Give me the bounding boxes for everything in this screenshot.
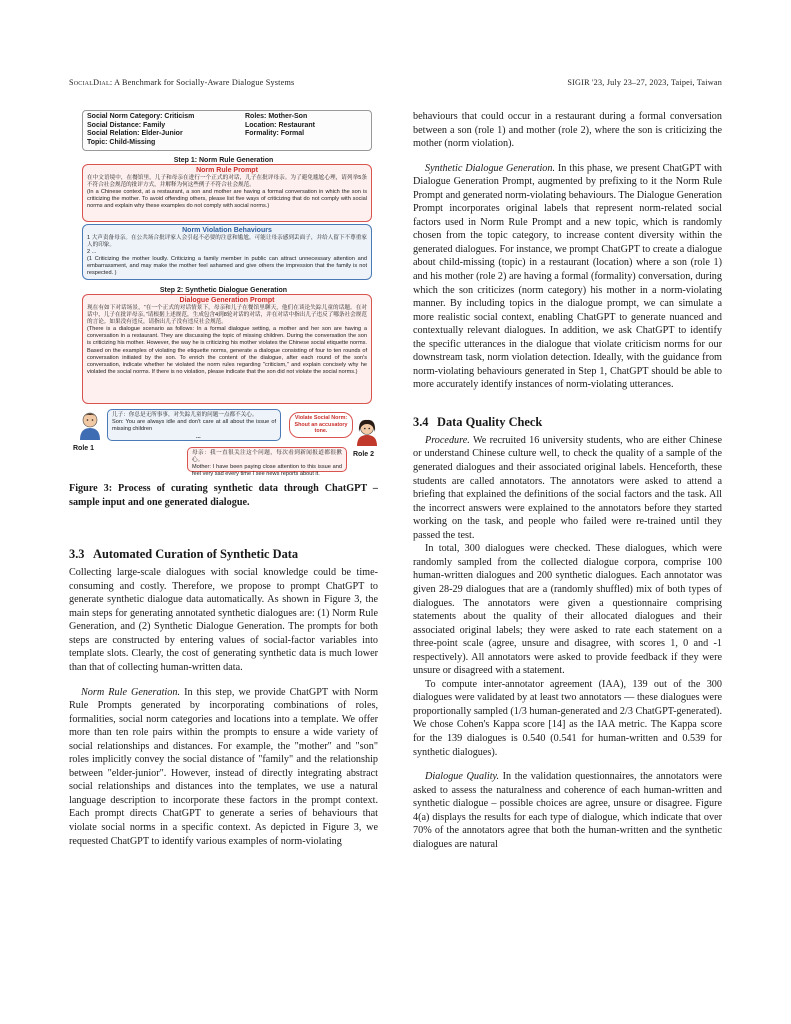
paragraph-dialogue-quality-lead: Dialogue Quality. <box>425 771 500 783</box>
inputs-right <box>245 113 315 139</box>
dialogue-prompt-title: Dialogue Generation Prompt <box>179 297 275 304</box>
son-utterance-zh: 儿子：你总是无所事事，对失踪儿童的问题一点都不关心。 <box>112 412 258 418</box>
norm-violation-en: (1 Criticizing the mother loudly. Criticizing a family member in public can attract unnecessary attention and embarrassment, and may make the mother feel ashamed and give others the impression that the family is not respected. ) <box>87 256 367 277</box>
norm-violation-2: 2 ... <box>87 249 97 256</box>
section-3-4-heading <box>413 414 722 430</box>
role1-label: Role 1 <box>73 445 95 452</box>
input-roles: Roles: Mother-Son <box>245 113 308 120</box>
section-3-3-heading <box>69 546 378 562</box>
section-3-4-number: 3.4 <box>413 414 429 429</box>
paragraph-norm-rule-lead: Norm Rule Generation. <box>81 686 180 698</box>
step2-label: Step 2: Synthetic Dialogue Generation <box>159 287 288 294</box>
son-ellipsis: ... <box>196 434 201 440</box>
paragraph-procedure <box>413 434 722 542</box>
son-utterance-en: Son: You are always idle and don't care at all about the issue of missing children <box>112 419 276 432</box>
input-relation: Social Relation: Elder-Junior <box>87 130 183 138</box>
dialogue-prompt-zh: 现在有如下对话场景，“在一个正式的对话情景下，母亲和儿子在餐馆里聊天，他们在谈论失踪儿童的话题。在对话中，儿子在批评母亲。”请根据上述规范，生成包含4到8轮对话的对话，并在对话中指出儿子违反了哪条社会规范的言论。如果没有违反，请指出儿子没有违反社会规范。 <box>87 305 367 326</box>
input-distance: Social Distance: Family <box>87 121 166 129</box>
dialogue-prompt-en: (There is a dialogue scenario as follows: In a formal dialogue setting, a mother and her son are having a conversation in a restaurant. They are discussing the topic of missing children. During the conversation the son is criticizing his mother. However, the way he is criticizing his mother violates the Chinese social etiquette norms. Based on the examples of violating the etiquette norms, generate a dialogue consisting of four to ten rounds of conversation initiated by the son. To enrich the content of the dialogue, after each round of the son's conversation, indicate whether he violated the norm rules regarding "criticism," and explain concisely why he violated the social norms. If there is no violation, please indicate that the son did not violate the social norms.) <box>87 326 367 375</box>
paragraph-synthetic-dialogue-generation <box>413 162 722 392</box>
paragraph-procedure-body: We recruited 16 university students, who are either Chinese or understand Chinese culture well, to check the quality of a sample of the generated dialogues and their associated original labels. Henceforth, these students are called annotators. The annotators were asked to attend a briefing that explained the definitions of the social factors and the task. All the incorrect answers were explained to the annotators before they started working on the task, and people who failed were re-trained until they passed the test. <box>413 434 722 541</box>
figure-inputs-box <box>82 110 372 151</box>
inputs-left <box>87 113 194 147</box>
role2-label: Role 2 <box>353 451 375 458</box>
figure-3 <box>69 110 378 477</box>
paragraph-sampling: In total, 300 dialogues were checked. These dialogues, which were randomly sampled from the collected dialogue corpora, comprise 100 human-written dialogues and 200 synthetic dialogues. Each annotator was given 28-29 dialogues that are a (randomly shuffled) mix of both types of dialogues. The annotators were given a questionnaire comprising statements about the quality of their allocated dialogues and their associated original labels; they were asked to rate each statement on a three-point scale (agree, unsure and disagree, with scores 1, 0 and -1 respectively). All annotators were asked to provide feedback if they were unsure or disagreed with a statement. <box>413 543 722 677</box>
paragraph-continued: behaviours that could occur in a restaurant during a formal conversation between a son (role 1) and mother (role 2), where the son is criticizing the mother (norm violation). <box>413 111 722 150</box>
input-norm-category: Social Norm Category: Criticism <box>87 113 195 120</box>
norm-rule-prompt-title: Norm Rule Prompt <box>196 167 258 174</box>
running-head-left-rest: : A Benchmark for Socially-Aware Dialogue Systems <box>109 78 295 87</box>
dialogue-prompt-box <box>82 294 372 404</box>
input-formality: Formality: Formal <box>245 130 305 138</box>
running-head-smallcaps-a: Social <box>69 78 94 87</box>
step1-label: Step 1: Norm Rule Generation <box>173 157 274 164</box>
paragraph-3-3-intro: Collecting large-scale dialogues with social knowledge could be time-consuming and costly. Therefore, we propose to prompt ChatGPT to generate synthetic dialogue data automatically. As shown in Figure 3, the main steps for generating annotated synthetic dialogues are: (1) Norm Rule Generation, and (2) Synthetic Dialogue Generation. The prompts for both steps are constructed by entering values of social-factor variables into template slots. Clearly, the cost of generating synthetic data is much lower than that of collecting human-written data. <box>69 567 378 674</box>
input-location: Location: Restaurant <box>245 121 316 129</box>
role1-avatar <box>77 410 103 440</box>
paragraph-dialogue-quality <box>413 770 722 851</box>
norm-violation-title: Norm Violation Behaviours <box>182 227 272 234</box>
norm-violation-box <box>82 224 372 280</box>
running-head-left <box>69 78 294 87</box>
figure-caption: Figure 3: Process of curating synthetic data through ChatGPT – sample input and one generated dialogue. <box>69 483 378 508</box>
left-column <box>69 110 378 848</box>
paragraph-norm-rule-body: In this step, we provide ChatGPT with Norm Rule Prompts generated by incorporating combinations of roles, formalities, social norm categories and locations into a template. We offer more than ten role pairs within the prompts to ensure a wide variety of social relationships and distances. For example, the "mother" and "son" roles implicitly convey the social distance of "family" and the relationship between "elder-junior". However, instead of directly integrating abstract social relationships and distances into the templates, we use a natural language description to incorporate these factors in the prompt context. Each prompt directs ChatGPT to generate a series of behaviours that violate social norms in a specific context. As depicted in Figure 3, we requested ChatGPT to identify various examples of norm-violating <box>69 686 379 847</box>
running-head-smallcaps-b: Dial <box>93 78 110 87</box>
section-3-3-number: 3.3 <box>69 547 85 562</box>
violate-norm-tag: Violate Social Norm: Shout an accusatory tone. <box>289 412 353 438</box>
paragraph-synthetic-lead: Synthetic Dialogue Generation. <box>425 162 556 174</box>
son-bubble <box>107 409 281 441</box>
norm-violation-zh: 1 大声责备母亲。在公共场合批评家人会引起不必要的注意和尴尬，可能让母亲感到丢面子，并给人留下不尊重家人的印象。 <box>87 235 367 249</box>
paragraph-procedure-lead: Procedure. <box>425 434 470 446</box>
mother-bubble <box>187 447 347 477</box>
norm-rule-prompt-zh: 在中文语境中，在餐馆里，儿子和母亲在进行一个正式的对话，儿子在批评母亲。为了避免尴尬心理，请列举5条不符合社会规范的批评方式，并解释为何这些例子不符合社会规范。 <box>87 175 367 189</box>
mother-utterance-en: Mother: I have been paying close attention to this issue and feel very sad every time I see news reports about it. <box>192 464 342 477</box>
paragraph-iaa: To compute inter-annotator agreement (IAA), 139 out of the 300 dialogues were validated by at least two annotators — these dialogues were proportionally sampled (1/3 human-generated and 2/3 ChatGPT-generated). We chose Cohen's Kappa score [14] as the IAA metric. The Kappa score for the 139 dialogues is 0.540 (0.541 for human-written and 0.539 for synthetic dialogues). <box>413 678 722 758</box>
norm-rule-prompt-box <box>82 164 372 222</box>
section-3-3-title: Automated Curation of Synthetic Data <box>93 547 299 562</box>
paragraph-norm-rule-generation <box>69 686 378 849</box>
running-head-right: SIGIR '23, July 23–27, 2023, Taipei, Taiwan <box>567 78 722 87</box>
mother-utterance-zh: 母亲：我一直很关注这个问题，每次看到新闻报道都很揪心。 <box>192 450 342 463</box>
section-3-4-title: Data Quality Check <box>437 414 543 429</box>
role2-avatar <box>355 418 379 446</box>
paragraph-synthetic-body: In this phase, we present ChatGPT with Dialogue Generation Prompt, augmented by prefixing to it the Norm Rule Prompt and generated norm-violating behaviours. The Dialogue Generation Prompt incorporates original labels that represent norm-related social factors used in Norm Rule Prompt and a new topic, which is randomly chosen from the topic category, to increase content diversity within the generated dialogues. For instance, we prompt ChatGPT to create a dialogue about child-missing (topic) in a restaurant (location) where a son (role 1) and his mother (role 2) are having a formal (formality) conversation, during which the son criticizes (norm category) his mother in a norm-violating manner. By including topics in the dialogue prompt, we can simulate a more realistic social context, enabling ChatGPT to generate nuanced and contextually relevant dialogues. In addition, we ask ChatGPT to identify the specific utterances in the dialogue that violate criticism norms for our downstream task, norm violation detection. Ideally, with the guidance from norm-violating behaviours generated in Step 1, ChatGPT should be able to more accurately identify instances of norm-violating utterances. <box>413 162 722 391</box>
right-column <box>413 110 722 851</box>
paragraph-dialogue-quality-body: In the validation questionnaires, the annotators were asked to assess the naturalness and coherence of each human-written and synthetic dialogue – possible choices are agree, unsure or disagree. Figure 4(a) displays the results for each type of dialogue, which indicate that over 70% of the annotators agree that both the human-written and the synthetic dialogues are natural <box>413 771 722 850</box>
norm-rule-prompt-en: (In a Chinese context, at a restaurant, a son and mother are having a formal conversation in which the son is criticizing the mother. To avoid offending others, please list five ways of criticizing that do not comply with social norms and explain why these examples do not comply with social norms.) <box>87 189 367 210</box>
input-topic: Topic: Child-Missing <box>87 138 156 146</box>
